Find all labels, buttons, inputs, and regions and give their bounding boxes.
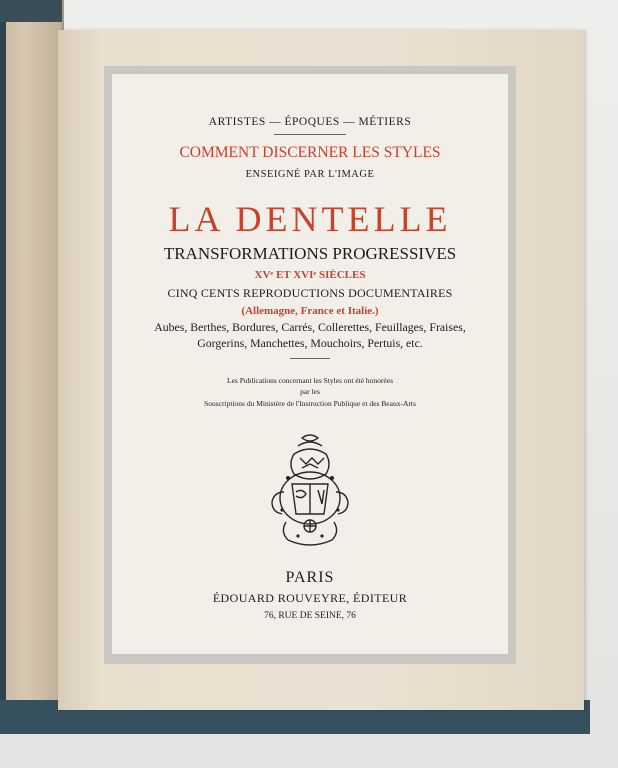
printer-mark-emblem-icon bbox=[268, 432, 352, 548]
honor-line-2: par les bbox=[300, 387, 320, 396]
city: PARIS bbox=[285, 569, 335, 586]
series-subtitle: ENSEIGNÉ PAR L'IMAGE bbox=[245, 169, 375, 180]
spine-top bbox=[0, 0, 62, 22]
subjects-line-2: Gorgerins, Manchettes, Mouchoirs, Pertuis, etc. bbox=[197, 336, 423, 350]
reproductions: CINQ CENTS REPRODUCTIONS DOCUMENTAIRES bbox=[167, 286, 453, 300]
subtitle: TRANSFORMATIONS PROGRESSIVES bbox=[163, 244, 457, 263]
honor-line-3: Souscriptions du Ministère de l'Instruction Publique et des Beaux-Arts bbox=[204, 399, 416, 408]
divider-middle bbox=[290, 358, 330, 359]
main-title: LA DENTELLE bbox=[168, 199, 452, 239]
series-title: COMMENT DISCERNER LES STYLES bbox=[179, 144, 441, 161]
honor-line-1: Les Publications concernant les Styles ont été honorées bbox=[227, 376, 393, 385]
divider-top bbox=[274, 134, 346, 135]
publisher-header: ARTISTES — ÉPOQUES — MÉTIERS bbox=[208, 116, 412, 128]
publisher-address: 76, RUE DE SEINE, 76 bbox=[264, 611, 356, 621]
countries: (Allemagne, France et Italie.) bbox=[241, 305, 379, 317]
spine-edge bbox=[0, 0, 6, 732]
book-spine bbox=[0, 0, 64, 732]
subjects-line-1: Aubes, Berthes, Bordures, Carrés, Collerettes, Feuillages, Fraises, bbox=[154, 320, 466, 334]
publisher-name: ÉDOUARD ROUVEYRE, ÉDITEUR bbox=[212, 591, 408, 605]
centuries: XVᵉ ET XVIᵉ SIÈCLES bbox=[254, 269, 366, 281]
